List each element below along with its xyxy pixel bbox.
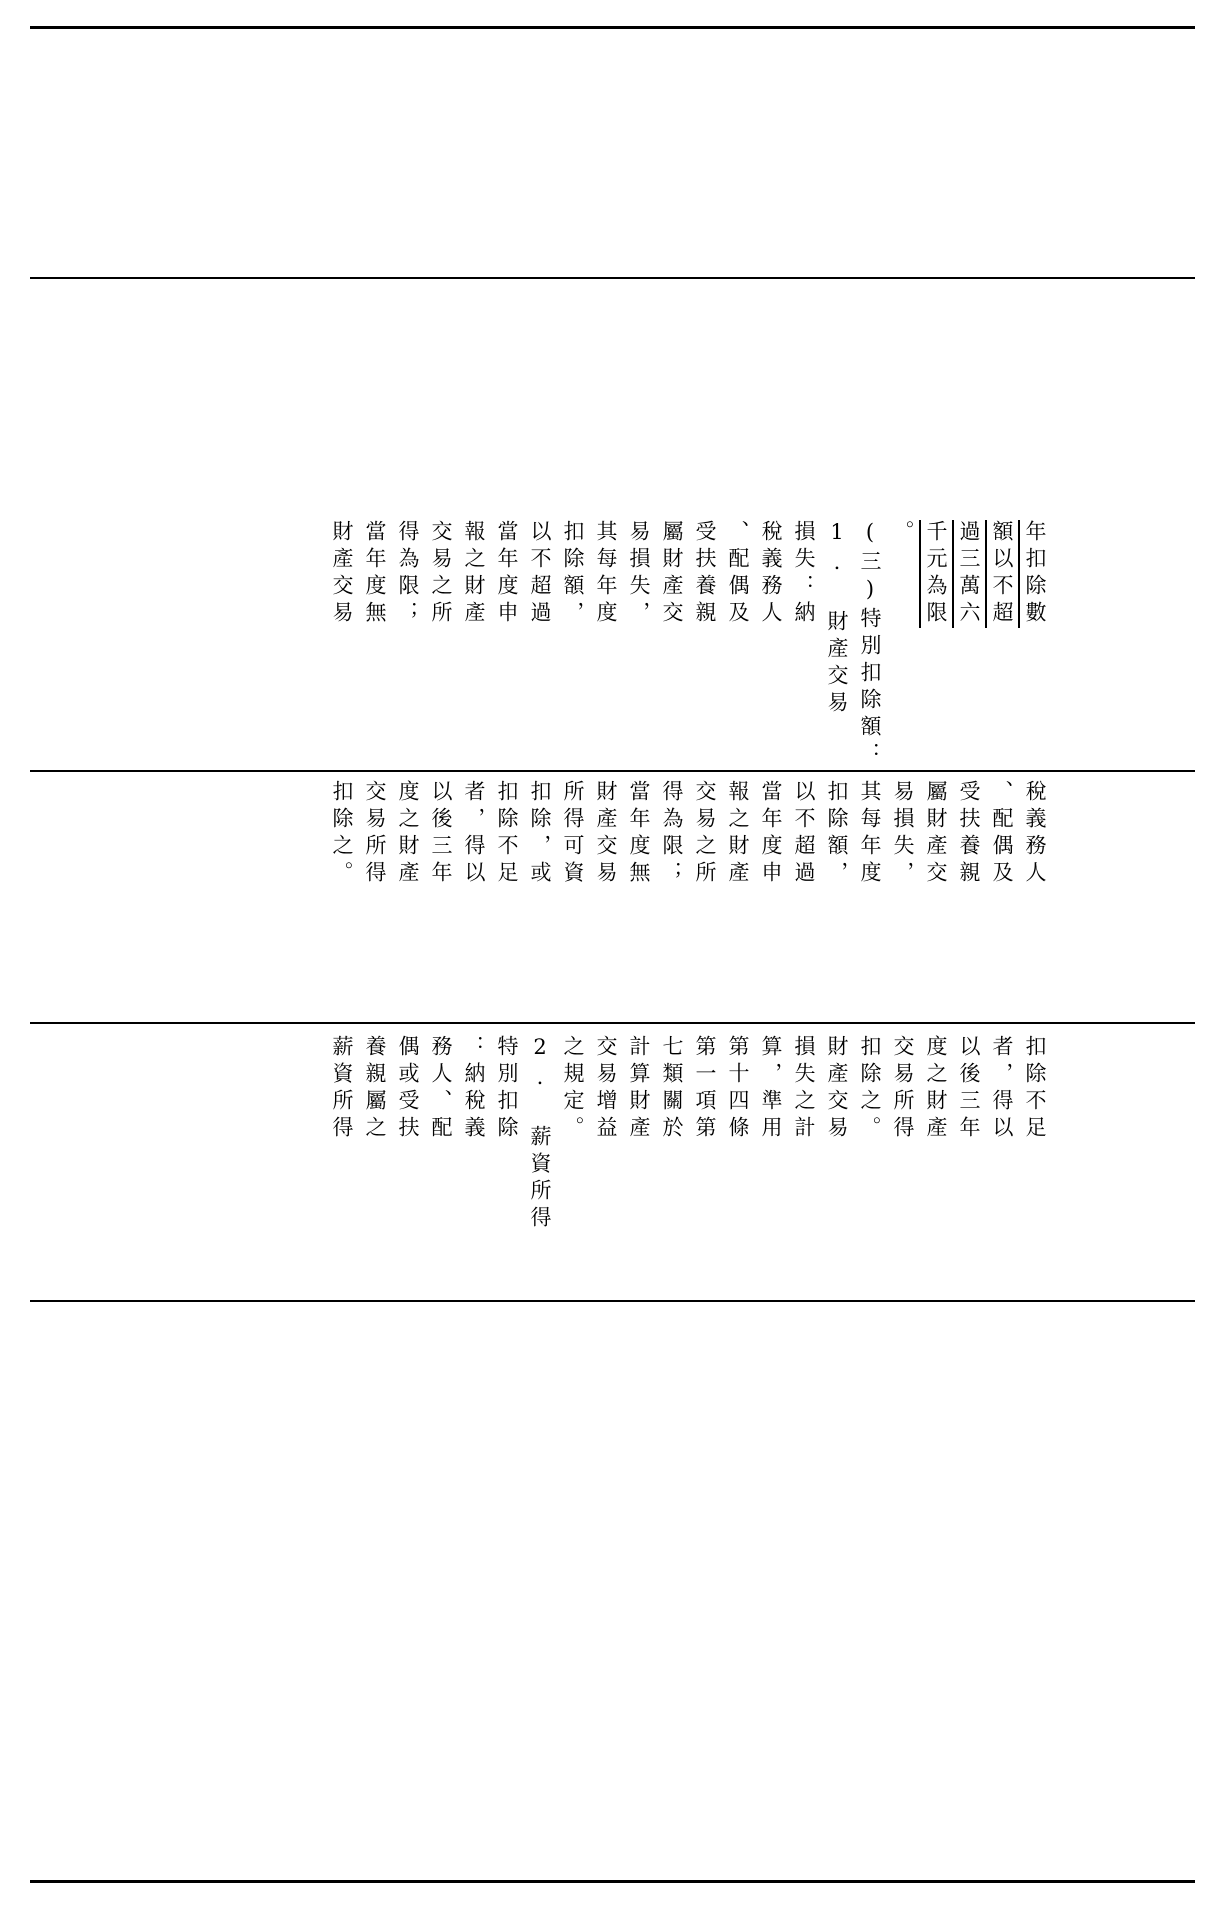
text-column: 扣除額，	[561, 520, 585, 628]
text-column: 、配偶及	[990, 780, 1014, 888]
text-column: 扣除不足	[495, 780, 519, 888]
text-column: 過三萬六	[957, 520, 981, 628]
text-column: 2. 薪資所得	[528, 1035, 552, 1233]
text-column: 屬財產交	[660, 520, 684, 628]
text-column: 屬財產交	[924, 780, 948, 888]
text-column: 度之財產	[924, 1035, 948, 1143]
text-column: 財產交易	[330, 520, 354, 628]
text-column: 交易之所	[693, 780, 717, 888]
text-column: 以不超過	[528, 520, 552, 628]
text-column: ：納稅義	[462, 1035, 486, 1143]
text-column: 交易所得	[363, 780, 387, 888]
text-column: 以後三年	[957, 1035, 981, 1143]
text-column: 得為限；	[660, 780, 684, 888]
text-block-1	[319, 520, 1047, 769]
rule-block1	[30, 770, 1195, 772]
text-block-3	[319, 1035, 1045, 1250]
text-column: 度之財產	[396, 780, 420, 888]
text-column: 得為限；	[396, 520, 420, 628]
text-column: 財產交易	[594, 780, 618, 888]
text-column: 交易所得	[891, 1035, 915, 1143]
text-column: 其每年度	[858, 780, 882, 888]
text-column: 交易之所	[429, 520, 453, 628]
text-column: 當年度無	[627, 780, 651, 888]
text-column: 千元為限	[924, 520, 948, 628]
rule-bottom	[30, 1880, 1195, 1883]
text-column: 養親屬之	[363, 1035, 387, 1143]
text-column: 特別扣除	[495, 1035, 519, 1143]
rule-top	[30, 26, 1195, 29]
text-column: (三)特別扣除額：	[858, 520, 882, 769]
text-column: 、配偶及	[726, 520, 750, 628]
text-column: 其每年度	[594, 520, 618, 628]
text-column: 易損失，	[627, 520, 651, 628]
text-column: 易損失，	[891, 780, 915, 888]
text-column: 受扶養親	[693, 520, 717, 628]
text-column: 報之財產	[726, 780, 750, 888]
text-column: 第一項第	[693, 1035, 717, 1143]
text-column: 務人、配	[429, 1035, 453, 1143]
text-column: 扣除額，	[825, 780, 849, 888]
text-column: 扣除，或	[528, 780, 552, 888]
text-column: 年扣除數	[1023, 520, 1047, 628]
text-column: 稅義務人	[1023, 780, 1047, 888]
text-column: 當年度申	[495, 520, 519, 628]
text-column: 偶或受扶	[396, 1035, 420, 1143]
text-column: 計算財產	[627, 1035, 651, 1143]
text-column: 損失之計	[792, 1035, 816, 1143]
text-column: 損失：納	[792, 520, 816, 628]
text-column: 扣除之。	[858, 1035, 882, 1143]
text-column: 之規定。	[561, 1035, 585, 1143]
text-column: 報之財產	[462, 520, 486, 628]
text-column: 者，得以	[462, 780, 486, 888]
text-column: 1. 財產交易	[825, 520, 849, 718]
rule-header	[30, 277, 1195, 279]
text-column: 七類關於	[660, 1035, 684, 1143]
text-column: 財產交易	[825, 1035, 849, 1143]
text-column: 算，準用	[759, 1035, 783, 1143]
text-column: 者，得以	[990, 1035, 1014, 1143]
text-block-2	[319, 780, 1045, 980]
rule-block3	[30, 1300, 1195, 1302]
text-column: 扣除之。	[330, 780, 354, 888]
text-column: 。	[891, 520, 915, 547]
text-column: 交易增益	[594, 1035, 618, 1143]
text-column: 當年度申	[759, 780, 783, 888]
rule-block2	[30, 1022, 1195, 1024]
text-column: 以不超過	[792, 780, 816, 888]
text-column: 第十四條	[726, 1035, 750, 1143]
text-column: 薪資所得	[330, 1035, 354, 1143]
text-column: 受扶養親	[957, 780, 981, 888]
text-column: 扣除不足	[1023, 1035, 1047, 1143]
text-column: 稅義務人	[759, 520, 783, 628]
text-column: 所得可資	[561, 780, 585, 888]
text-column: 當年度無	[363, 520, 387, 628]
text-column: 以後三年	[429, 780, 453, 888]
text-column: 額以不超	[990, 520, 1014, 628]
